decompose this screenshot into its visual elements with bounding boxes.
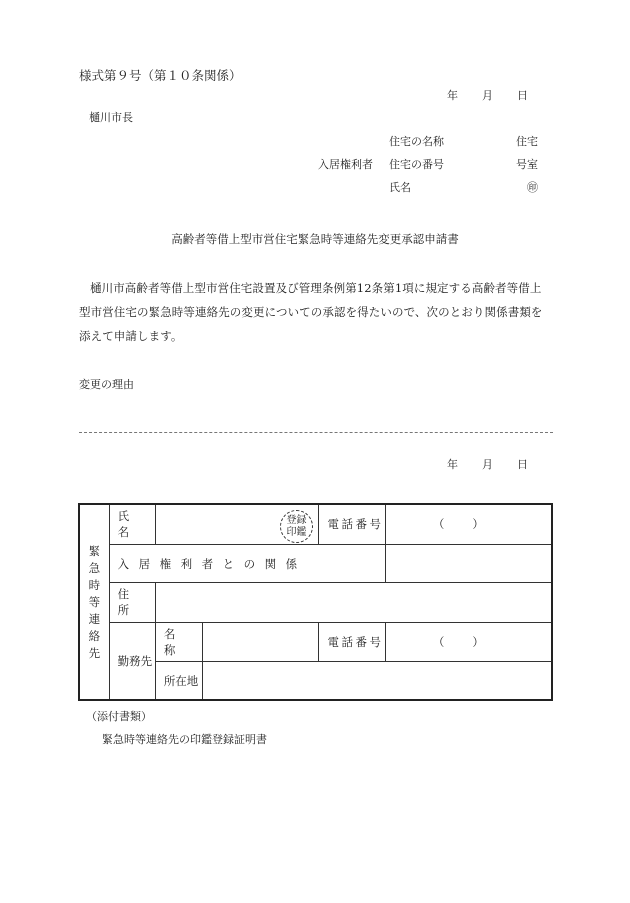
relation-label: 入居権利者との関係 xyxy=(109,544,385,582)
addressee: 樋川市長 xyxy=(89,111,133,124)
workplace-phone-label: 電話番号 xyxy=(319,622,385,661)
side-char: 等 xyxy=(88,594,101,609)
workplace-name-field[interactable] xyxy=(203,622,319,661)
emergency-contact-table xyxy=(78,503,553,701)
date2-month: 月 xyxy=(482,458,493,471)
side-char: 先 xyxy=(88,645,101,660)
side-char: 絡 xyxy=(88,628,101,643)
reason-label: 変更の理由 xyxy=(79,378,134,391)
date-year: 年 xyxy=(447,89,458,102)
relation-field[interactable] xyxy=(385,544,552,582)
residence-number-label: 住宅の番号 xyxy=(389,158,444,171)
form-number: 様式第９号（第１０条関係） xyxy=(79,68,242,83)
side-char: 緊 xyxy=(88,543,101,558)
workplace-name-label: 名称 xyxy=(155,622,202,661)
side-char: 急 xyxy=(88,560,101,575)
contact-address-label: 住所 xyxy=(109,583,155,622)
attachments-heading: （添付書類） xyxy=(86,710,152,723)
workplace-location-field[interactable] xyxy=(203,662,553,700)
stamp-line: 印鑑 xyxy=(286,526,307,538)
date2-year: 年 xyxy=(447,458,458,471)
workplace-location-label: 所在地 xyxy=(155,662,202,700)
date2-day: 日 xyxy=(517,458,528,471)
document-title: 高齢者等借上型市営住宅緊急時等連絡先変更承認申請書 xyxy=(171,232,459,246)
contact-phone-field[interactable]: （） xyxy=(385,504,552,544)
date-day: 日 xyxy=(517,89,528,102)
emergency-contact-side-label xyxy=(79,504,109,700)
contact-phone-label: 電話番号 xyxy=(319,504,385,544)
attachment-item: 緊急時等連絡先の印鑑登録証明書 xyxy=(102,733,267,746)
side-char: 連 xyxy=(88,611,101,626)
workplace-label: 勤務先 xyxy=(109,622,155,700)
residence-number-suffix: 号室 xyxy=(516,158,538,171)
date-month: 月 xyxy=(482,89,493,102)
registered-seal-stamp xyxy=(280,510,313,543)
contact-address-field[interactable] xyxy=(155,583,552,622)
seal-mark: ㊞ xyxy=(527,181,538,194)
residence-name-label: 住宅の名称 xyxy=(389,135,444,148)
residence-name-suffix: 住宅 xyxy=(516,135,538,148)
side-char: 時 xyxy=(88,577,101,592)
reason-divider xyxy=(79,432,553,433)
applicant-name-label: 氏名 xyxy=(389,181,411,194)
holder-label: 入居権利者 xyxy=(318,158,373,171)
workplace-phone-field[interactable]: （） xyxy=(385,622,552,661)
stamp-line: 登録 xyxy=(286,514,307,526)
contact-name-label: 氏名 xyxy=(109,504,155,544)
body-paragraph: 樋川市高齢者等借上型市営住宅設置及び管理条例第12条第1項に規定する高齢者等借上型市営住宅の緊急時等連絡先の変更についての承認を得たいので、次のとおり関係書類を添えて申請します。 xyxy=(79,281,543,343)
